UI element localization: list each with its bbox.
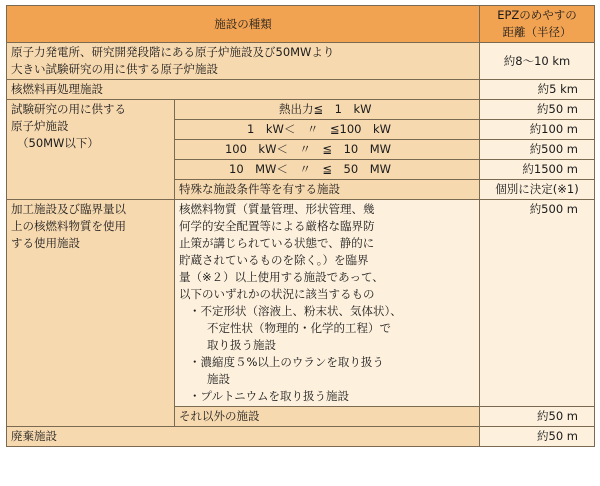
research-reactor-label-line3: （50MW以下） bbox=[17, 136, 99, 150]
header-distance-line2: 距離（半径） bbox=[502, 25, 572, 39]
fuel-use-desc-line: 何学的安全配置等による厳格な臨界防 bbox=[179, 219, 375, 233]
research-reactor-cond-1 bbox=[175, 100, 480, 120]
header-distance-line1: EPZのめやすの bbox=[497, 8, 577, 22]
fuel-use-desc-line: 量（※２）以上使用する施設であって、 bbox=[179, 270, 384, 284]
research-reactor-label-line2: 原子炉施設 bbox=[11, 119, 69, 133]
table-row-decommission bbox=[7, 427, 595, 447]
table-header-row bbox=[7, 6, 595, 43]
research-reactor-label-line1: 試験研究の用に供する bbox=[11, 102, 126, 116]
research-reactor-cond-4-text: 10 MW＜ 〃 ≦ 50 MW bbox=[229, 162, 391, 176]
header-epz-distance bbox=[480, 6, 595, 43]
research-reactor-cond-2-text: 1 kW＜ 〃 ≦100 kW bbox=[247, 122, 391, 136]
research-reactor-distance-3: 約500 m bbox=[480, 140, 595, 160]
research-reactor-distance-5: 個別に決定(※1) bbox=[480, 180, 595, 200]
fuel-use-bullet-1: ・不定形状（溶液上、粉末状、気体状）、 bbox=[189, 304, 402, 318]
decommission-label: 廃棄施設 bbox=[7, 427, 480, 447]
table-row-reprocessing bbox=[7, 80, 595, 100]
fuel-use-label-line2: 上の核燃料物質を使用 bbox=[11, 219, 126, 233]
fuel-use-bullet-3: ・プルトニウムを取り扱う施設 bbox=[189, 389, 349, 403]
research-reactor-cond-5: 特殊な施設条件等を有する施設 bbox=[175, 180, 480, 200]
fuel-use-desc-line: 止策が講じられている状態で、静的に bbox=[179, 236, 375, 250]
research-reactor-distance-4: 約1500 m bbox=[480, 160, 595, 180]
fuel-use-label bbox=[7, 200, 175, 427]
fuel-use-label-line3: する使用施設 bbox=[11, 236, 80, 250]
table-row-fuel-use bbox=[7, 200, 595, 407]
fuel-use-desc-line: 核燃料物質（質量管理、形状管理、幾 bbox=[179, 202, 375, 216]
fuel-use-bullet-2-cont: 施設 bbox=[207, 372, 230, 386]
research-reactor-cond-3-text: 100 kW＜ 〃 ≦ 10 MW bbox=[224, 142, 391, 156]
header-facility-type: 施設の種類 bbox=[7, 6, 480, 43]
reprocessing-label: 核燃料再処理施設 bbox=[7, 80, 480, 100]
fuel-use-desc-line: 以下のいずれかの状況に該当するもの bbox=[179, 287, 375, 301]
research-reactor-distance-2: 約100 m bbox=[480, 120, 595, 140]
fuel-use-label-line1: 加工施設及び臨界量以 bbox=[11, 202, 126, 216]
research-reactor-cond-2 bbox=[175, 120, 480, 140]
research-reactor-label bbox=[7, 100, 175, 200]
research-reactor-cond-4 bbox=[175, 160, 480, 180]
epz-distance-table bbox=[6, 5, 595, 447]
power-plant-label-line2: 大きい試験研究の用に供する原子炉施設 bbox=[11, 62, 218, 76]
fuel-use-bullet-1-cont: 不定性状（物理的・化学的工程）で bbox=[207, 321, 391, 335]
fuel-use-other-label: それ以外の施設 bbox=[175, 407, 480, 427]
power-plant-label-line1: 原子力発電所、研究開発段階にある原子炉施設及び50MWより bbox=[11, 45, 335, 59]
research-reactor-cond-3 bbox=[175, 140, 480, 160]
fuel-use-other-distance: 約50 m bbox=[480, 407, 595, 427]
reprocessing-distance: 約5 km bbox=[480, 80, 595, 100]
fuel-use-distance: 約500 m bbox=[480, 200, 595, 407]
fuel-use-bullet-1-cont: 取り扱う施設 bbox=[207, 338, 276, 352]
table-row-power-plant bbox=[7, 43, 595, 80]
fuel-use-bullet-2: ・濃縮度５%以上のウランを取り扱う bbox=[189, 355, 384, 369]
power-plant-distance: 約8〜10 km bbox=[480, 43, 595, 80]
decommission-distance: 約50 m bbox=[480, 427, 595, 447]
power-plant-label bbox=[7, 43, 480, 80]
fuel-use-desc-line: 貯蔵されているものを除く。）を臨界 bbox=[179, 253, 369, 267]
research-reactor-distance-1: 約50 m bbox=[480, 100, 595, 120]
table-row-research-reactor-1 bbox=[7, 100, 595, 120]
research-reactor-cond-1-text: 熱出力≦ 1 kW bbox=[279, 102, 372, 116]
fuel-use-description bbox=[175, 200, 480, 407]
